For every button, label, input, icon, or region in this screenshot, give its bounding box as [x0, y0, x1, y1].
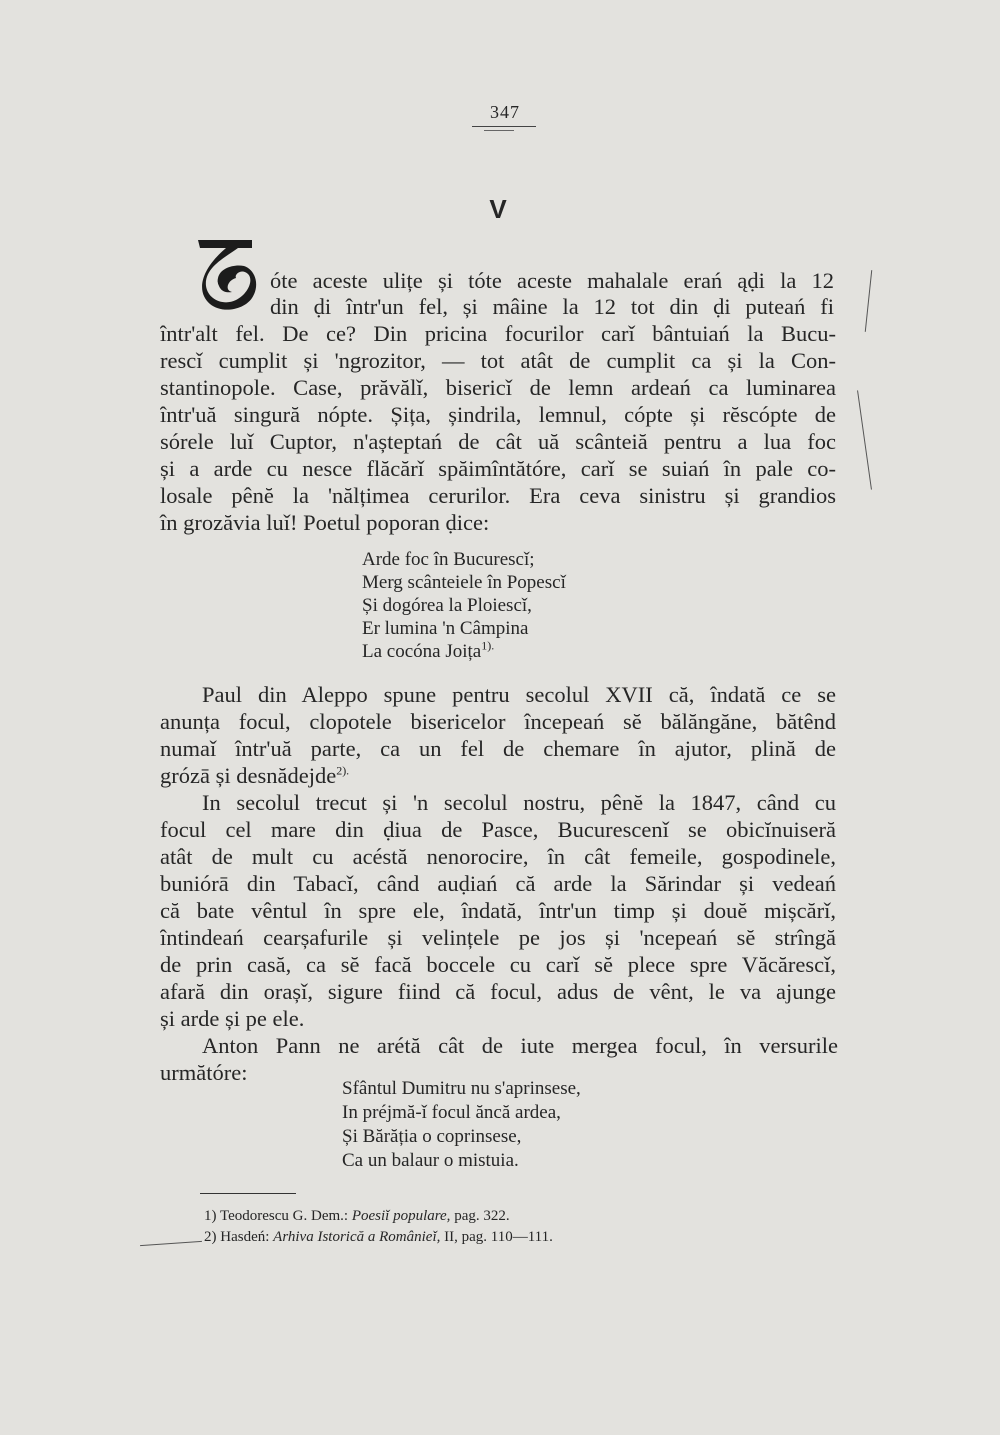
paragraph-1-line-5: stantinopole. Case, prăvălǐ, bisericǐ de lemn ardeań ca luminarea [160, 375, 836, 400]
paragraph-2-line-3: numaǐ într'uă parte, ca un fel de chemare în ajutor, plină de [160, 736, 836, 761]
footnote-1 [204, 1207, 510, 1225]
paragraph-2-line-4 [160, 763, 349, 789]
paragraph-3-line-5: că bate vêntul în spre ele, îndată, într'un timp și douĕ mișcărǐ, [160, 898, 836, 923]
footnote-2-author: Hasdeń: [220, 1229, 270, 1245]
verse-1-line-5-text: La cocóna Joița [362, 641, 482, 662]
footnote-1-author: Teodorescu G. Dem.: [219, 1208, 349, 1224]
footnote-1-pages: pag. 322. [454, 1208, 510, 1224]
paragraph-1-line-8: și a arde cu nesce flăcărǐ spăimîntătóre, carǐ se suiań în pale co- [160, 456, 836, 481]
paragraph-3-line-3: atât de mult cu acéstă nenorocire, în cât femeile, gospodinele, [160, 844, 836, 869]
margin-pencil-mark-top [865, 270, 872, 332]
footnote-2-marker: 2) [204, 1229, 217, 1245]
paragraph-3-line-7: de prin casă, ca sĕ facă boccele cu carǐ sĕ plece spre Văcărescǐ, [160, 952, 836, 977]
paragraph-2-line-1: Paul din Aleppo spune pentru secolul XVII că, îndată ce se [202, 682, 836, 707]
paragraph-4-line-2: următóre: [160, 1060, 248, 1085]
footnote-rule [200, 1193, 296, 1194]
verse-1-line-2: Merg scânteiele în Popescǐ [362, 572, 566, 593]
paragraph-1-line-7: sórele luǐ Cuptor, n'așteptań de cât uă scânteiă pentru a lua foc [160, 429, 836, 454]
verse-2-line-1: Sfântul Dumitru nu s'aprinsese, [342, 1078, 581, 1099]
paragraph-1-line-2: din ḍi într'un fel, și mâine la 12 tot din ḍi puteań fi [270, 294, 834, 319]
paragraph-4-line-1: Anton Pann ne arétă cât de iute mergea focul, în versurile [202, 1033, 838, 1058]
verse-2-line-3: Și Bărăția o coprinsese, [342, 1126, 522, 1147]
verse-1-line-1: Arde foc în Bucurescǐ; [362, 549, 535, 570]
page-number-rule-short [484, 130, 514, 131]
paragraph-2-line-2: anunța focul, clopotele bisericelor începeań sĕ bălăngăne, bătênd [160, 709, 836, 734]
paragraph-1-line-4: rescǐ cumplit și 'ngrozitor, — tot atât de cumplit ca și la Con- [160, 348, 836, 373]
verse-1-line-4: Er lumina 'n Câmpina [362, 618, 529, 639]
paragraph-3-line-1: In secolul trecut și 'n secolul nostru, pênĕ la 1847, când cu [202, 790, 836, 815]
drop-cap-letter [194, 234, 266, 314]
page-number: 347 [490, 102, 520, 122]
paragraph-3-line-8: afară din orașǐ, sigure fiind că focul, adus de vênt, le va ajunge [160, 979, 836, 1004]
paragraph-2-line-4-text: grózā și desnădejde [160, 763, 337, 788]
verse-1-line-3: Și dogórea la Ploiescǐ, [362, 595, 532, 616]
verse-1-line-5 [362, 638, 495, 663]
paragraph-3-line-9: și arde și pe ele. [160, 1006, 305, 1031]
paragraph-1-line-9: losale pênĕ la 'nălțimea cerurilor. Era ceva sinistru și grandios [160, 483, 836, 508]
footnote-2-title: Arhiva Istorică a Românieǐ, [273, 1229, 441, 1245]
paragraph-1-line-6: într'uă singură nópte. Șița, șindrila, lemnul, cópte și rĕscópte de [160, 402, 836, 427]
footnote-2-pages: II, pag. 110—111. [444, 1229, 553, 1245]
page-number-rule [472, 126, 536, 127]
footnote-1-title: Poesiǐ populare, [351, 1208, 451, 1224]
footnote-ref-1: 1). [481, 638, 495, 653]
footnote-2 [204, 1228, 553, 1246]
footnote-ref-2: 2). [336, 763, 350, 778]
margin-pencil-mark-bottom [857, 390, 872, 489]
paragraph-1-line-1: óte aceste ulițe și tóte aceste mahalale erań ąḍi la 12 [270, 268, 834, 293]
paragraph-3-line-4: buniórā din Tabacǐ, când auḍiań că arde la Sărindar și vedeań [160, 871, 836, 896]
verse-2-line-4: Ca un balaur o mistuia. [342, 1150, 519, 1171]
scratch-line [140, 1241, 202, 1246]
verse-2-line-2: In préjmă-ǐ focul ăncă ardea, [342, 1102, 561, 1123]
paragraph-3-line-6: întindeań cearșafurile și velințele pe jos și 'ncepeań sĕ strîngă [160, 925, 836, 950]
footnote-1-marker: 1) [204, 1208, 217, 1224]
paragraph-1-line-10: în grozăvia luǐ! Poetul poporan ḍice: [160, 510, 490, 535]
paragraph-1-line-3: într'alt fel. De ce? Din pricina focurilor carǐ bântuiań la Bucu- [160, 321, 836, 346]
chapter-heading: V [489, 194, 507, 224]
paragraph-3-line-2: focul cel mare din ḍiua de Pasce, Bucurescenǐ se obicĭnuiseră [160, 817, 836, 842]
